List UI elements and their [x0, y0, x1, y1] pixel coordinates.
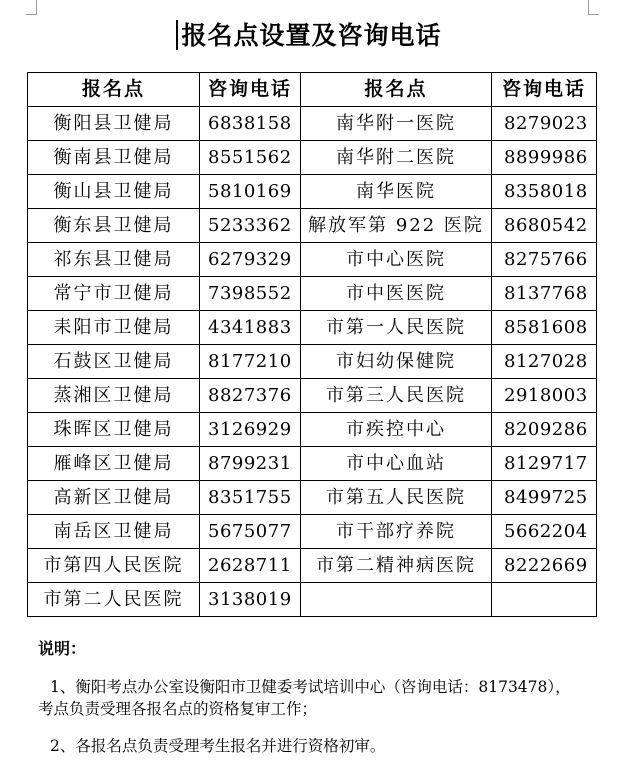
cell-unit-right: 市第二精神病医院 — [301, 549, 492, 583]
note-item-2-text: 2、各报名点负责受理考生报名并进行资格初审。 — [50, 737, 386, 755]
notes-heading: 说明： — [38, 639, 87, 658]
table-row — [28, 141, 597, 175]
cell-phone-right: 8127028 — [492, 345, 597, 379]
cell-unit-left: 蒸湘区卫健局 — [28, 379, 200, 413]
cell-phone-left: 6279329 — [200, 243, 301, 277]
document-title: 报名点设置及咨询电话 — [181, 21, 442, 50]
cell-unit-right: 市第三人民医院 — [301, 379, 492, 413]
table-body — [28, 107, 597, 617]
cell-phone-right: 8279023 — [492, 107, 597, 141]
cell-unit-right: 市疾控中心 — [301, 413, 492, 447]
cell-unit-left: 衡山县卫健局 — [28, 175, 200, 209]
table-row — [28, 379, 597, 413]
cell-phone-right — [492, 583, 597, 617]
cell-unit-right: 南华附二医院 — [301, 141, 492, 175]
cell-unit-right: 南华附一医院 — [301, 107, 492, 141]
note-item-1 — [38, 676, 586, 720]
table-row — [28, 345, 597, 379]
cell-unit-left: 祁东县卫健局 — [28, 243, 200, 277]
table-row — [28, 413, 597, 447]
cell-phone-left: 6838158 — [200, 107, 301, 141]
table-row — [28, 549, 597, 583]
cell-phone-left: 8827376 — [200, 379, 301, 413]
cell-phone-left: 4341883 — [200, 311, 301, 345]
cell-unit-right: 市中心血站 — [301, 447, 492, 481]
header-phone-left: 咨询电话 — [200, 73, 301, 107]
cell-phone-right: 8499725 — [492, 481, 597, 515]
cell-unit-right: 解放军第 922 医院 — [301, 209, 492, 243]
cell-phone-right: 8680542 — [492, 209, 597, 243]
header-unit-right: 报名点 — [301, 73, 492, 107]
cell-unit-left: 衡南县卫健局 — [28, 141, 200, 175]
cell-phone-left: 8799231 — [200, 447, 301, 481]
table-row — [28, 277, 597, 311]
cell-unit-left: 市第四人民医院 — [28, 549, 200, 583]
cell-phone-left: 7398552 — [200, 277, 301, 311]
header-phone-right: 咨询电话 — [492, 73, 597, 107]
cell-phone-right: 8137768 — [492, 277, 597, 311]
table-row — [28, 515, 597, 549]
page-corner-mark — [26, 0, 37, 15]
table-row — [28, 107, 597, 141]
cell-unit-right — [301, 583, 492, 617]
text-cursor — [176, 20, 178, 50]
note-item-1-text: 1、衡阳考点办公室设衡阳市卫健委考试培训中心（咨询电话：8173478），考点负责受理各报名点的资格复审工作； — [38, 678, 571, 718]
cell-unit-left: 衡阳县卫健局 — [28, 107, 200, 141]
cell-phone-right: 8899986 — [492, 141, 597, 175]
cell-unit-left: 雁峰区卫健局 — [28, 447, 200, 481]
cell-phone-left: 8177210 — [200, 345, 301, 379]
cell-unit-left: 珠晖区卫健局 — [28, 413, 200, 447]
cell-phone-left: 2628711 — [200, 549, 301, 583]
cell-unit-left: 市第二人民医院 — [28, 583, 200, 617]
cell-unit-right: 市中心医院 — [301, 243, 492, 277]
cell-phone-left: 3126929 — [200, 413, 301, 447]
note-item-2 — [38, 735, 586, 757]
cell-phone-right: 5662204 — [492, 515, 597, 549]
cell-unit-right: 市第一人民医院 — [301, 311, 492, 345]
cell-phone-left: 8551562 — [200, 141, 301, 175]
table-row — [28, 175, 597, 209]
cell-phone-right: 8222669 — [492, 549, 597, 583]
cell-phone-right: 8581608 — [492, 311, 597, 345]
cell-unit-left: 常宁市卫健局 — [28, 277, 200, 311]
cell-phone-right: 8358018 — [492, 175, 597, 209]
header-unit-left: 报名点 — [28, 73, 200, 107]
cell-unit-right: 市第五人民医院 — [301, 481, 492, 515]
page-corner-mark — [588, 0, 599, 15]
cell-unit-right: 市妇幼保健院 — [301, 345, 492, 379]
table-header-row — [28, 73, 597, 107]
table-row — [28, 209, 597, 243]
table-row — [28, 583, 597, 617]
cell-phone-right: 2918003 — [492, 379, 597, 413]
cell-phone-left: 5675077 — [200, 515, 301, 549]
table-row — [28, 311, 597, 345]
cell-unit-left: 高新区卫健局 — [28, 481, 200, 515]
cell-phone-right: 8129717 — [492, 447, 597, 481]
cell-unit-right: 南华医院 — [301, 175, 492, 209]
cell-phone-left: 5810169 — [200, 175, 301, 209]
table-row — [28, 447, 597, 481]
cell-unit-left: 耒阳市卫健局 — [28, 311, 200, 345]
cell-unit-left: 石鼓区卫健局 — [28, 345, 200, 379]
table-row — [28, 243, 597, 277]
cell-unit-left: 衡东县卫健局 — [28, 209, 200, 243]
cell-unit-left: 南岳区卫健局 — [28, 515, 200, 549]
cell-unit-right: 市中医医院 — [301, 277, 492, 311]
cell-unit-right: 市干部疗养院 — [301, 515, 492, 549]
cell-phone-right: 8209286 — [492, 413, 597, 447]
cell-phone-left: 8351755 — [200, 481, 301, 515]
cell-phone-left: 3138019 — [200, 583, 301, 617]
table-row — [28, 481, 597, 515]
cell-phone-left: 5233362 — [200, 209, 301, 243]
registration-table — [27, 72, 597, 617]
cell-phone-right: 8275766 — [492, 243, 597, 277]
